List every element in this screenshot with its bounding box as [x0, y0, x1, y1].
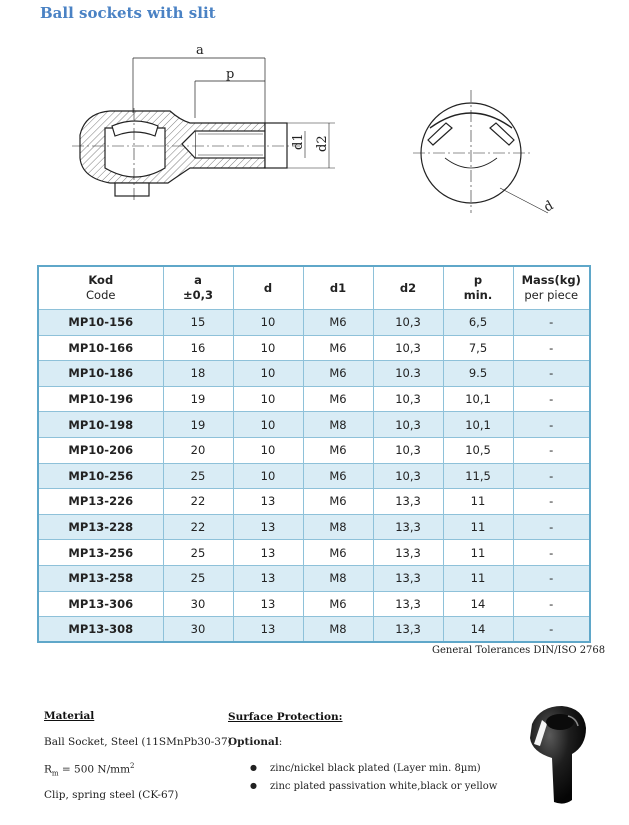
cell-d: 10 [233, 335, 303, 361]
cell-d1: M6 [303, 540, 373, 566]
cell-p: 7,5 [443, 335, 513, 361]
cell-a: 15 [163, 310, 233, 336]
cell-d2: 10,3 [373, 386, 443, 412]
table-row [38, 412, 590, 438]
optional-label: Optional: [228, 736, 283, 748]
cell-mass: - [513, 514, 590, 540]
cell-p: 10,1 [443, 412, 513, 438]
cell-mass: - [513, 565, 590, 591]
cell-d2: 10,3 [373, 437, 443, 463]
cell-d1: M6 [303, 335, 373, 361]
cell-mass: - [513, 310, 590, 336]
dim-d1-label: d1 [291, 133, 306, 150]
cell-d: 10 [233, 463, 303, 489]
cell-d1: M8 [303, 412, 373, 438]
cell-p: 10,1 [443, 386, 513, 412]
table-row [38, 617, 590, 643]
col-header-d1: d1 [303, 266, 373, 310]
col-header-code: Kod Code [38, 266, 163, 310]
cell-mass: - [513, 463, 590, 489]
cell-d1: M8 [303, 565, 373, 591]
material-ball-socket: Ball Socket, Steel (11SMnPb30-37) [44, 736, 232, 748]
cell-a: 19 [163, 386, 233, 412]
cell-d1: M6 [303, 386, 373, 412]
col-header-d2: d2 [373, 266, 443, 310]
cell-d: 10 [233, 437, 303, 463]
cell-d: 13 [233, 617, 303, 643]
cell-a: 25 [163, 463, 233, 489]
cell-d1: M8 [303, 514, 373, 540]
cell-p: 11 [443, 540, 513, 566]
col-header-p: p min. [443, 266, 513, 310]
general-tolerances-note: General Tolerances DIN/ISO 2768 [432, 645, 606, 656]
cell-code: MP13-308 [38, 617, 163, 643]
material-clip: Clip, spring steel (CK-67) [44, 789, 179, 801]
table-row [38, 463, 590, 489]
table-row [38, 489, 590, 515]
cell-d2: 13,3 [373, 565, 443, 591]
surface-options-list [250, 763, 497, 799]
cell-code: MP13-258 [38, 565, 163, 591]
cell-mass: - [513, 412, 590, 438]
material-heading: Material [44, 710, 95, 722]
cell-d2: 13,3 [373, 617, 443, 643]
cell-p: 11 [443, 565, 513, 591]
side-view [72, 58, 335, 200]
table-row [38, 310, 590, 336]
table-row [38, 437, 590, 463]
cell-a: 22 [163, 489, 233, 515]
table-row [38, 591, 590, 617]
cell-code: MP10-156 [38, 310, 163, 336]
cell-d2: 13,3 [373, 489, 443, 515]
list-item: ● zinc/nickel black plated (Layer min. 8µm) [250, 763, 497, 781]
surface-protection-heading: Surface Protection: [228, 711, 343, 723]
cell-code: MP10-196 [38, 386, 163, 412]
cell-a: 30 [163, 591, 233, 617]
cell-a: 22 [163, 514, 233, 540]
table-row [38, 565, 590, 591]
table-row [38, 540, 590, 566]
material-rm-value: $R_m = 500$ $N/mm^2$ [44, 762, 135, 778]
cell-mass: - [513, 437, 590, 463]
cell-p: 11 [443, 514, 513, 540]
cell-mass: - [513, 489, 590, 515]
cell-d: 13 [233, 591, 303, 617]
front-view [413, 90, 548, 213]
cell-mass: - [513, 361, 590, 387]
cell-code: MP13-228 [38, 514, 163, 540]
cell-d1: M6 [303, 361, 373, 387]
dim-p-label: p [226, 67, 235, 82]
cell-d: 10 [233, 412, 303, 438]
cell-d2: 10,3 [373, 310, 443, 336]
specs-table [37, 265, 591, 643]
cell-code: MP10-198 [38, 412, 163, 438]
cell-p: 10,5 [443, 437, 513, 463]
cell-mass: - [513, 540, 590, 566]
technical-drawing [0, 28, 629, 258]
cell-code: MP10-166 [38, 335, 163, 361]
cell-d2: 13,3 [373, 591, 443, 617]
cell-d1: M6 [303, 437, 373, 463]
col-header-d: d [233, 266, 303, 310]
dim-a-label: a [196, 43, 204, 58]
col-header-a: a ±0,3 [163, 266, 233, 310]
page-title: Ball sockets with slit [40, 4, 216, 22]
cell-mass: - [513, 335, 590, 361]
cell-d: 10 [233, 386, 303, 412]
cell-d1: M6 [303, 591, 373, 617]
cell-a: 30 [163, 617, 233, 643]
cell-d: 10 [233, 310, 303, 336]
table-row [38, 386, 590, 412]
dim-d2-label: d2 [315, 135, 330, 152]
cell-d1: M8 [303, 617, 373, 643]
cell-d2: 13,3 [373, 540, 443, 566]
cell-a: 20 [163, 437, 233, 463]
cell-code: MP13-256 [38, 540, 163, 566]
cell-mass: - [513, 591, 590, 617]
list-item: ● zinc plated passivation white,black or yellow [250, 781, 497, 799]
cell-code: MP10-256 [38, 463, 163, 489]
cell-d1: M6 [303, 463, 373, 489]
cell-d2: 10,3 [373, 463, 443, 489]
product-photo [520, 702, 590, 806]
cell-p: 11 [443, 489, 513, 515]
table-header-row [38, 266, 590, 310]
cell-p: 6,5 [443, 310, 513, 336]
cell-code: MP10-186 [38, 361, 163, 387]
col-header-mass: Mass(kg) per piece [513, 266, 590, 310]
cell-d2: 10,3 [373, 412, 443, 438]
cell-mass: - [513, 617, 590, 643]
cell-a: 25 [163, 565, 233, 591]
cell-mass: - [513, 386, 590, 412]
table-row [38, 335, 590, 361]
cell-d: 13 [233, 565, 303, 591]
cell-code: MP13-226 [38, 489, 163, 515]
cell-a: 18 [163, 361, 233, 387]
cell-p: 14 [443, 617, 513, 643]
table-row [38, 361, 590, 387]
cell-d1: M6 [303, 489, 373, 515]
cell-code: MP10-206 [38, 437, 163, 463]
cell-d2: 10,3 [373, 335, 443, 361]
cell-d1: M6 [303, 310, 373, 336]
table-row [38, 514, 590, 540]
cell-a: 19 [163, 412, 233, 438]
cell-p: 9.5 [443, 361, 513, 387]
cell-d: 13 [233, 514, 303, 540]
cell-d2: 10.3 [373, 361, 443, 387]
cell-code: MP13-306 [38, 591, 163, 617]
cell-d2: 13,3 [373, 514, 443, 540]
cell-d: 13 [233, 489, 303, 515]
dim-d-label: d [541, 198, 557, 216]
cell-p: 14 [443, 591, 513, 617]
cell-p: 11,5 [443, 463, 513, 489]
cell-d: 13 [233, 540, 303, 566]
cell-a: 25 [163, 540, 233, 566]
cell-a: 16 [163, 335, 233, 361]
cell-d: 10 [233, 361, 303, 387]
